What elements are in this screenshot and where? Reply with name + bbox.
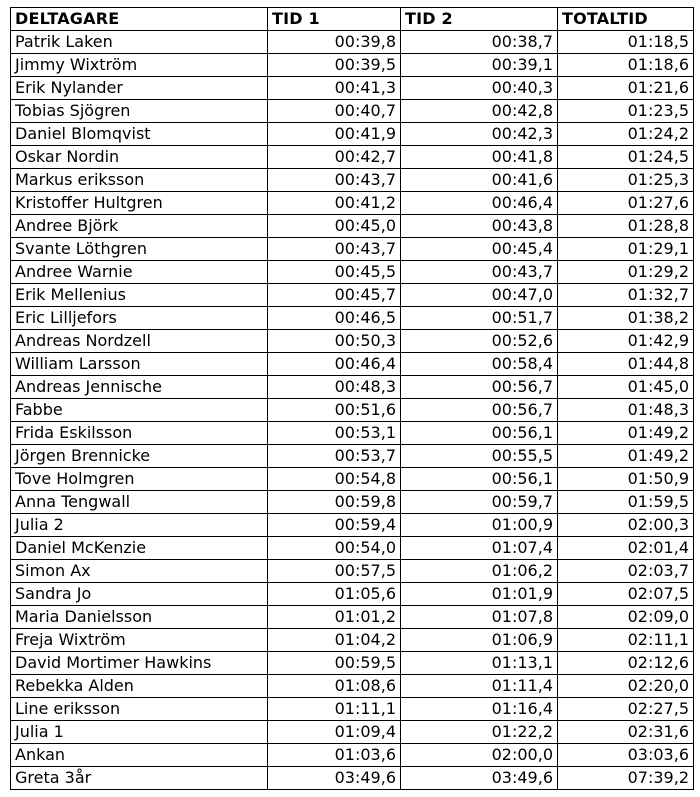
table-row [11, 307, 694, 330]
table-row [11, 100, 694, 123]
table-row [11, 606, 694, 629]
time-1: 00:43,7 [268, 238, 401, 261]
participant-name: Jimmy Wixtröm [11, 54, 268, 77]
table-row [11, 399, 694, 422]
participant-name: Julia 2 [11, 514, 268, 537]
time-1: 00:57,5 [268, 560, 401, 583]
participant-name: Line eriksson [11, 698, 268, 721]
header-time-2: TID 2 [401, 8, 558, 31]
time-2: 03:49,6 [401, 767, 558, 790]
total-time: 01:18,6 [558, 54, 694, 77]
total-time: 01:48,3 [558, 399, 694, 422]
time-2: 00:38,7 [401, 31, 558, 54]
time-1: 00:42,7 [268, 146, 401, 169]
table-row [11, 445, 694, 468]
time-2: 01:06,9 [401, 629, 558, 652]
total-time: 02:03,7 [558, 560, 694, 583]
participant-name: Daniel McKenzie [11, 537, 268, 560]
time-1: 01:05,6 [268, 583, 401, 606]
participant-name: Rebekka Alden [11, 675, 268, 698]
total-time: 01:29,2 [558, 261, 694, 284]
time-1: 00:45,5 [268, 261, 401, 284]
participant-name: Markus eriksson [11, 169, 268, 192]
time-2: 00:51,7 [401, 307, 558, 330]
total-time: 02:09,0 [558, 606, 694, 629]
participant-name: Andree Warnie [11, 261, 268, 284]
time-2: 00:47,0 [401, 284, 558, 307]
total-time: 02:12,6 [558, 652, 694, 675]
participant-name: Ankan [11, 744, 268, 767]
time-2: 00:46,4 [401, 192, 558, 215]
time-1: 00:45,0 [268, 215, 401, 238]
total-time: 02:01,4 [558, 537, 694, 560]
participant-name: Erik Mellenius [11, 284, 268, 307]
participant-name: William Larsson [11, 353, 268, 376]
time-1: 01:09,4 [268, 721, 401, 744]
table-row [11, 215, 694, 238]
time-1: 00:59,4 [268, 514, 401, 537]
total-time: 02:00,3 [558, 514, 694, 537]
time-2: 01:16,4 [401, 698, 558, 721]
table-row [11, 54, 694, 77]
total-time: 01:49,2 [558, 422, 694, 445]
participant-name: Svante Löthgren [11, 238, 268, 261]
results-body [11, 31, 694, 790]
time-2: 00:40,3 [401, 77, 558, 100]
participant-name: Erik Nylander [11, 77, 268, 100]
total-time: 01:25,3 [558, 169, 694, 192]
time-1: 00:39,5 [268, 54, 401, 77]
time-2: 01:22,2 [401, 721, 558, 744]
total-time: 01:21,6 [558, 77, 694, 100]
time-1: 01:03,6 [268, 744, 401, 767]
table-row [11, 698, 694, 721]
table-row [11, 514, 694, 537]
time-2: 00:58,4 [401, 353, 558, 376]
table-row [11, 422, 694, 445]
time-2: 00:56,7 [401, 376, 558, 399]
participant-name: Andreas Nordzell [11, 330, 268, 353]
time-1: 00:39,8 [268, 31, 401, 54]
total-time: 01:38,2 [558, 307, 694, 330]
total-time: 01:32,7 [558, 284, 694, 307]
table-row [11, 169, 694, 192]
time-2: 01:01,9 [401, 583, 558, 606]
table-row [11, 238, 694, 261]
total-time: 01:45,0 [558, 376, 694, 399]
time-1: 00:46,4 [268, 353, 401, 376]
table-row [11, 629, 694, 652]
time-1: 00:59,8 [268, 491, 401, 514]
total-time: 03:03,6 [558, 744, 694, 767]
participant-name: Tobias Sjögren [11, 100, 268, 123]
table-row [11, 583, 694, 606]
participant-name: Julia 1 [11, 721, 268, 744]
time-2: 00:43,8 [401, 215, 558, 238]
results-table [10, 7, 694, 790]
header-participant: DELTAGARE [11, 8, 268, 31]
participant-name: Anna Tengwall [11, 491, 268, 514]
table-row [11, 744, 694, 767]
time-2: 01:06,2 [401, 560, 558, 583]
total-time: 01:27,6 [558, 192, 694, 215]
total-time: 07:39,2 [558, 767, 694, 790]
header-time-1: TID 1 [268, 8, 401, 31]
table-row [11, 652, 694, 675]
table-row [11, 284, 694, 307]
time-2: 00:41,8 [401, 146, 558, 169]
table-row [11, 675, 694, 698]
participant-name: Oskar Nordin [11, 146, 268, 169]
time-2: 01:13,1 [401, 652, 558, 675]
total-time: 01:23,5 [558, 100, 694, 123]
total-time: 01:29,1 [558, 238, 694, 261]
time-1: 00:54,8 [268, 468, 401, 491]
total-time: 02:31,6 [558, 721, 694, 744]
time-1: 00:45,7 [268, 284, 401, 307]
total-time: 02:27,5 [558, 698, 694, 721]
time-1: 01:04,2 [268, 629, 401, 652]
table-row [11, 767, 694, 790]
time-1: 00:53,7 [268, 445, 401, 468]
time-1: 00:54,0 [268, 537, 401, 560]
time-2: 01:11,4 [401, 675, 558, 698]
time-2: 01:00,9 [401, 514, 558, 537]
total-time: 01:44,8 [558, 353, 694, 376]
table-row [11, 376, 694, 399]
participant-name: Andree Björk [11, 215, 268, 238]
time-1: 00:43,7 [268, 169, 401, 192]
table-row [11, 560, 694, 583]
participant-name: Fabbe [11, 399, 268, 422]
participant-name: Sandra Jo [11, 583, 268, 606]
time-1: 00:46,5 [268, 307, 401, 330]
total-time: 01:42,9 [558, 330, 694, 353]
time-2: 01:07,8 [401, 606, 558, 629]
time-1: 00:41,2 [268, 192, 401, 215]
time-1: 00:51,6 [268, 399, 401, 422]
time-2: 02:00,0 [401, 744, 558, 767]
table-row [11, 31, 694, 54]
participant-name: Greta 3år [11, 767, 268, 790]
total-time: 01:59,5 [558, 491, 694, 514]
time-1: 00:53,1 [268, 422, 401, 445]
total-time: 02:07,5 [558, 583, 694, 606]
time-1: 00:41,9 [268, 123, 401, 146]
total-time: 02:20,0 [558, 675, 694, 698]
header-row [11, 8, 694, 31]
total-time: 01:24,2 [558, 123, 694, 146]
time-1: 00:50,3 [268, 330, 401, 353]
participant-name: Tove Holmgren [11, 468, 268, 491]
total-time: 01:24,5 [558, 146, 694, 169]
table-row [11, 491, 694, 514]
total-time: 01:28,8 [558, 215, 694, 238]
total-time: 01:49,2 [558, 445, 694, 468]
time-2: 00:42,8 [401, 100, 558, 123]
table-row [11, 146, 694, 169]
participant-name: Andreas Jennische [11, 376, 268, 399]
participant-name: Patrik Laken [11, 31, 268, 54]
time-2: 00:42,3 [401, 123, 558, 146]
time-2: 00:52,6 [401, 330, 558, 353]
participant-name: Simon Ax [11, 560, 268, 583]
time-1: 01:01,2 [268, 606, 401, 629]
time-2: 00:56,1 [401, 468, 558, 491]
time-1: 01:11,1 [268, 698, 401, 721]
time-2: 00:55,5 [401, 445, 558, 468]
time-2: 00:45,4 [401, 238, 558, 261]
participant-name: Eric Lilljefors [11, 307, 268, 330]
table-row [11, 123, 694, 146]
time-1: 01:08,6 [268, 675, 401, 698]
participant-name: David Mortimer Hawkins [11, 652, 268, 675]
participant-name: Maria Danielsson [11, 606, 268, 629]
total-time: 02:11,1 [558, 629, 694, 652]
time-1: 00:59,5 [268, 652, 401, 675]
table-row [11, 468, 694, 491]
time-2: 01:07,4 [401, 537, 558, 560]
participant-name: Freja Wixtröm [11, 629, 268, 652]
table-row [11, 353, 694, 376]
time-2: 00:39,1 [401, 54, 558, 77]
time-2: 00:56,1 [401, 422, 558, 445]
table-row [11, 330, 694, 353]
table-row [11, 537, 694, 560]
time-2: 00:41,6 [401, 169, 558, 192]
time-2: 00:43,7 [401, 261, 558, 284]
time-1: 00:40,7 [268, 100, 401, 123]
table-row [11, 721, 694, 744]
time-1: 00:48,3 [268, 376, 401, 399]
participant-name: Daniel Blomqvist [11, 123, 268, 146]
time-1: 03:49,6 [268, 767, 401, 790]
table-row [11, 261, 694, 284]
participant-name: Jörgen Brennicke [11, 445, 268, 468]
header-total-time: TOTALTID [558, 8, 694, 31]
table-row [11, 192, 694, 215]
time-1: 00:41,3 [268, 77, 401, 100]
participant-name: Frida Eskilsson [11, 422, 268, 445]
total-time: 01:50,9 [558, 468, 694, 491]
time-2: 00:59,7 [401, 491, 558, 514]
total-time: 01:18,5 [558, 31, 694, 54]
participant-name: Kristoffer Hultgren [11, 192, 268, 215]
table-row [11, 77, 694, 100]
time-2: 00:56,7 [401, 399, 558, 422]
